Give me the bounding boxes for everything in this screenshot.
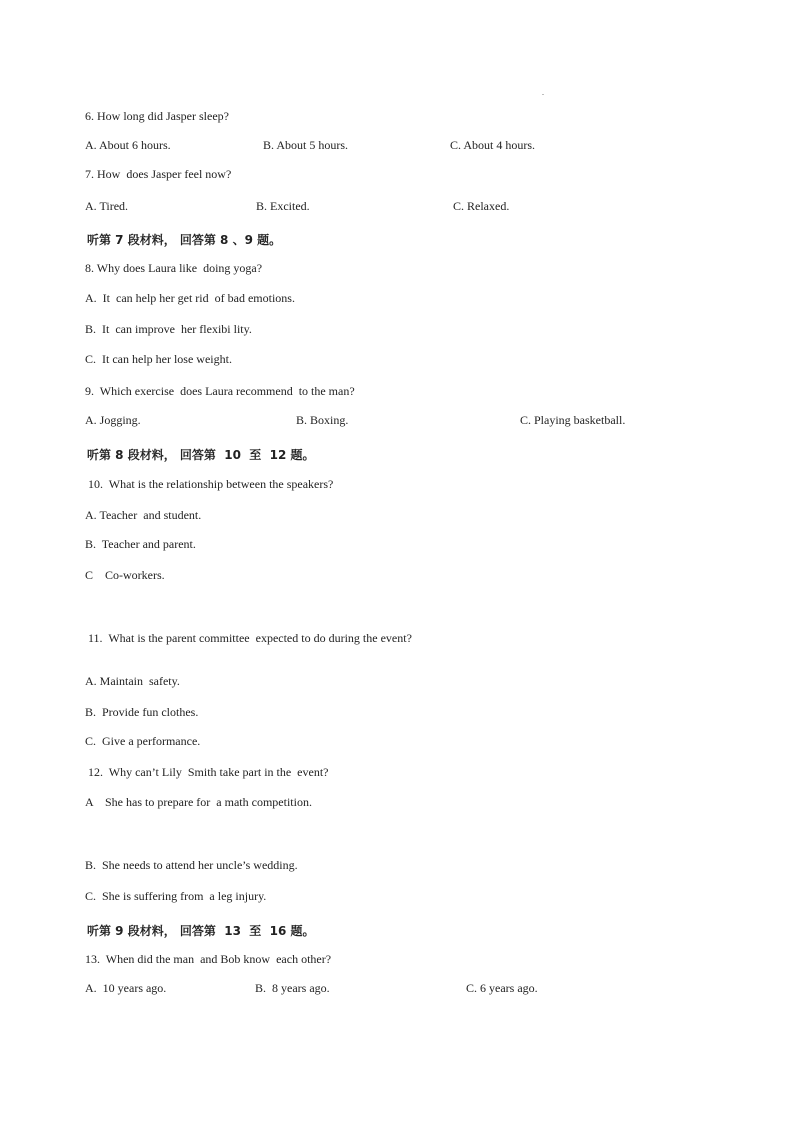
- q7-option-c: C. Relaxed.: [453, 199, 510, 213]
- question-6: 6. How long did Jasper sleep?: [85, 109, 229, 123]
- q13-option-c: C. 6 years ago.: [466, 981, 538, 995]
- q13-option-b: B. 8 years ago.: [255, 981, 330, 995]
- question-9: 9. Which exercise does Laura recommend to the man?: [85, 384, 355, 398]
- question-12: 12. Why can’t Lily Smith take part in the event?: [88, 765, 329, 779]
- q8-option-c: C. It can help her lose weight.: [85, 352, 232, 366]
- header-mark: .: [542, 88, 544, 97]
- section-7-heading: 听第 7 段材料， 回答第 8 、9 题。: [87, 233, 282, 247]
- question-13: 13. When did the man and Bob know each other?: [85, 952, 332, 966]
- q13-option-a: A. 10 years ago.: [85, 981, 167, 995]
- q11-option-c: C. Give a performance.: [85, 734, 201, 748]
- question-10: 10. What is the relationship between the speakers?: [88, 477, 334, 491]
- q7-option-b: B. Excited.: [256, 199, 310, 213]
- q11-option-b: B. Provide fun clothes.: [85, 705, 199, 719]
- q8-option-b: B. It can improve her flexibi lity.: [85, 322, 252, 336]
- q12-option-a: A She has to prepare for a math competition.: [85, 795, 312, 809]
- q9-option-b: B. Boxing.: [296, 413, 349, 427]
- q6-option-a: A. About 6 hours.: [85, 138, 171, 152]
- q8-option-a: A. It can help her get rid of bad emotions.: [85, 291, 295, 305]
- q12-option-b: B. She needs to attend her uncle’s wedding.: [85, 858, 298, 872]
- question-7: 7. How does Jasper feel now?: [85, 167, 232, 181]
- q9-option-c: C. Playing basketball.: [520, 413, 626, 427]
- section-8-heading: 听第 8 段材料， 回答第 10 至 12 题。: [87, 448, 315, 462]
- section-9-heading: 听第 9 段材料， 回答第 13 至 16 题。: [87, 924, 315, 938]
- question-8: 8. Why does Laura like doing yoga?: [85, 261, 263, 275]
- q10-option-c: C Co-workers.: [85, 568, 165, 582]
- q7-option-a: A. Tired.: [85, 199, 129, 213]
- q11-option-a: A. Maintain safety.: [85, 674, 180, 688]
- question-11: 11. What is the parent committee expected to do during the event?: [88, 631, 412, 645]
- q6-option-b: B. About 5 hours.: [263, 138, 349, 152]
- q10-option-a: A. Teacher and student.: [85, 508, 202, 522]
- q6-option-c: C. About 4 hours.: [450, 138, 536, 152]
- q12-option-c: C. She is suffering from a leg injury.: [85, 889, 267, 903]
- q9-option-a: A. Jogging.: [85, 413, 141, 427]
- q10-option-b: B. Teacher and parent.: [85, 537, 196, 551]
